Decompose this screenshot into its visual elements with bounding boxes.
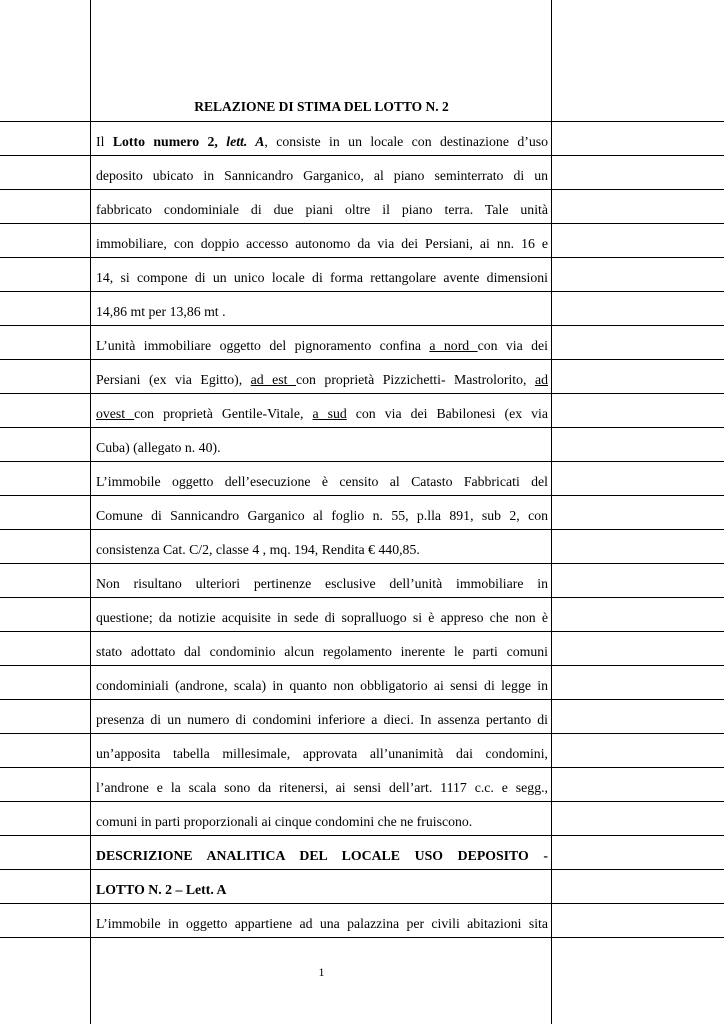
rule-line: [0, 835, 724, 836]
underlined-direction: ovest: [96, 406, 135, 421]
underlined-direction: ad est: [250, 372, 297, 387]
text-line: consistenza Cat. C/2, classe 4 , mq. 194, Rendita € 440,85.: [96, 542, 420, 557]
rule-line: [0, 189, 724, 190]
text-line: l’androne e la scala sono da ritenersi, ai sensi dell’art. 1117 c.c. e segg.,: [96, 780, 548, 795]
text-span: con via dei Babilonesi (ex via: [346, 406, 548, 421]
left-margin-rule: [90, 0, 91, 1024]
text-line: un’apposita tabella millesimale, approvata all’unanimità dai condomini,: [96, 746, 548, 761]
rule-line: [0, 869, 724, 870]
rule-line: [0, 529, 724, 530]
section-heading: LOTTO N. 2 – Lett. A: [96, 882, 227, 897]
lot-label: Lotto numero 2,: [112, 134, 218, 149]
text-span: , consiste in un locale con destinazione d’uso: [264, 134, 548, 149]
text-line: presenza di un numero di condomini inferiore a dieci. In assenza pertanto di: [96, 712, 548, 727]
text-line: [96, 369, 548, 391]
right-margin-rule: [551, 0, 552, 1024]
text-line: questione; da notizie acquisite in sede di sopralluogo si è appreso che non è: [96, 610, 548, 625]
text-line: [96, 131, 548, 153]
text-span: Persiani (ex via Egitto),: [96, 372, 251, 387]
text-line: comuni in parti proporzionali ai cinque condomini che ne fruiscono.: [96, 814, 473, 829]
rule-line: [0, 461, 724, 462]
rule-line: [0, 155, 724, 156]
text-line: L’immobile in oggetto appartiene ad una palazzina per civili abitazioni sita: [96, 916, 548, 931]
text-line: immobiliare, con doppio accesso autonomo da via dei Persiani, ai nn. 16 e: [96, 236, 548, 251]
text-line: L’immobile oggetto dell’esecuzione è censito al Catasto Fabbricati del: [96, 474, 548, 489]
rule-line: [0, 291, 724, 292]
page-number: 1: [318, 965, 325, 979]
rule-line: [0, 631, 724, 632]
rule-line: [0, 325, 724, 326]
lot-letter: lett. A: [217, 134, 265, 149]
text-line: Comune di Sannicandro Garganico al foglio n. 55, p.lla 891, sub 2, con: [96, 508, 548, 523]
text-span: con via dei: [477, 338, 549, 353]
rule-line: [0, 257, 724, 258]
rule-line: [0, 733, 724, 734]
text-span: con proprietà Pizzichetti- Mastrolorito,: [296, 372, 535, 387]
rule-line: [0, 665, 724, 666]
text-line: stato adottato dal condominio alcun regolamento inerente le parti comuni: [96, 644, 548, 659]
rule-line: [0, 937, 724, 938]
text-line: 14,86 mt per 13,86 mt .: [96, 304, 226, 319]
rule-line: [0, 223, 724, 224]
rule-line: [0, 903, 724, 904]
rule-line: [0, 801, 724, 802]
underlined-direction: a sud: [312, 406, 347, 421]
text-line: Non risultano ulteriori pertinenze esclusive dell’unità immobiliare in: [96, 576, 548, 591]
text-line: condominiali (androne, scala) in quanto non obbligatorio ai sensi di legge in: [96, 678, 548, 693]
rule-line: [0, 699, 724, 700]
rule-line: [0, 563, 724, 564]
text-line: fabbricato condominiale di due piani oltre il piano terra. Tale unità: [96, 202, 548, 217]
text-line: 14, si compone di un unico locale di forma rettangolare avente dimensioni: [96, 270, 548, 285]
section-heading: DESCRIZIONE ANALITICA DEL LOCALE USO DEPOSITO -: [96, 848, 548, 863]
underlined-direction: ad: [534, 372, 548, 387]
underlined-direction: a nord: [429, 338, 478, 353]
text-line: [96, 403, 548, 425]
text-line: Cuba) (allegato n. 40).: [96, 440, 221, 455]
rule-line: [0, 427, 724, 428]
rule-line: [0, 767, 724, 768]
rule-line: [0, 121, 724, 122]
rule-line: [0, 393, 724, 394]
text-span: Il: [96, 134, 113, 149]
text-span: L’unità immobiliare oggetto del pignoramento confina: [96, 338, 430, 353]
rule-line: [0, 359, 724, 360]
page-title: RELAZIONE DI STIMA DEL LOTTO N. 2: [194, 99, 449, 114]
text-line: deposito ubicato in Sannicandro Garganico, al piano seminterrato di un: [96, 168, 548, 183]
rule-line: [0, 495, 724, 496]
text-line: [96, 335, 548, 357]
text-span: con proprietà Gentile-Vitale,: [134, 406, 313, 421]
rule-line: [0, 597, 724, 598]
